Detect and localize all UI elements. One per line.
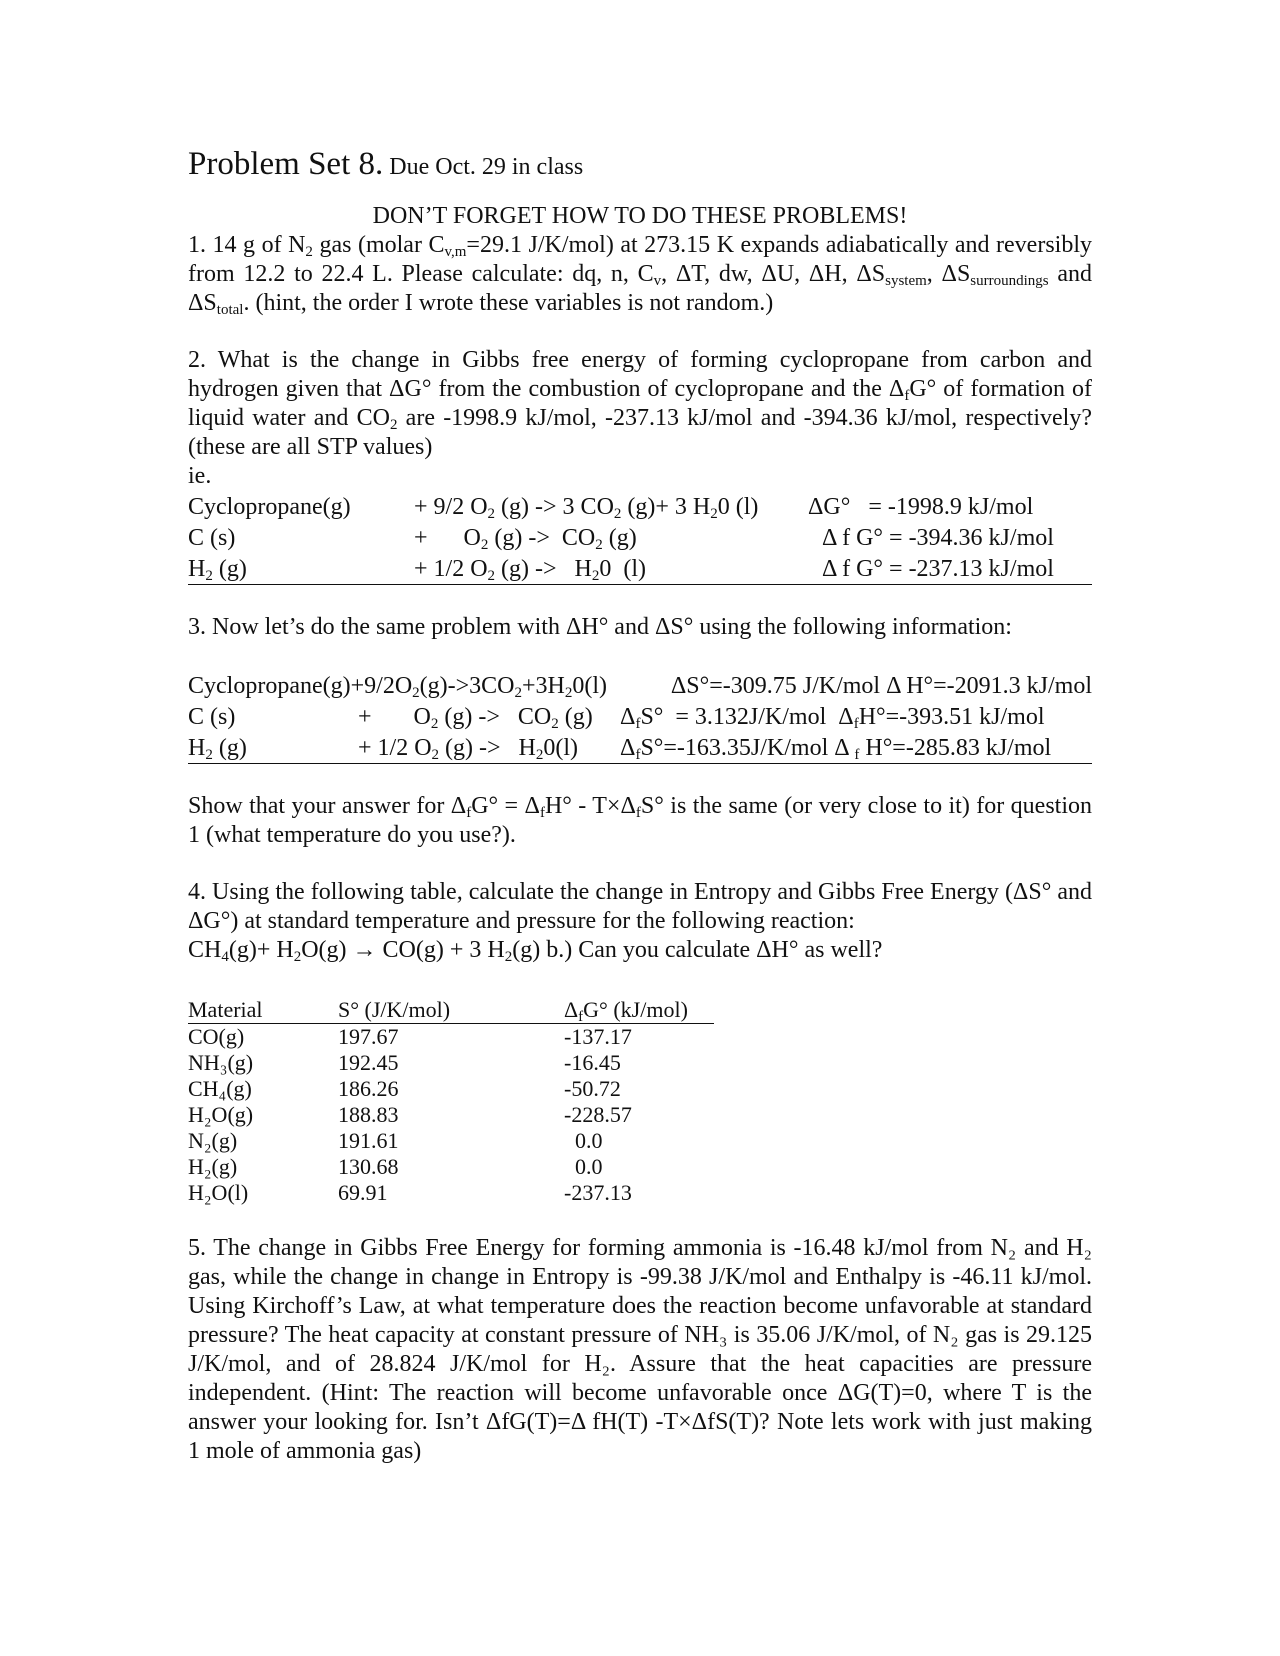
table-row bbox=[188, 1128, 714, 1154]
material-cell: CH₄(g) bbox=[188, 1076, 252, 1101]
entropy-cell: 69.91 bbox=[338, 1180, 388, 1205]
gibbs-cell: -16.45 bbox=[564, 1050, 621, 1075]
gibbs-cell: -137.17 bbox=[564, 1024, 632, 1049]
header-gibbs: $\Delta_fG^\circ$ (kJ/mol) bbox=[564, 997, 714, 1024]
entropy-cell: 197.67 bbox=[338, 1024, 399, 1049]
q3-reaction-row: $Cyclopropane(g)+9/2O_2(g)->3CO_2+3H_20(l)$ ΔS°=-309.75 J/K/mol Δ H°=-2091.3 kJ/mol bbox=[188, 673, 1092, 701]
q3-reaction-row: $H_2$ (g) + 1/2 $O_2$ $(g) -> H_20(l)$ $\Delta_fS^\circ=-163.35J/K$/mol Δ $_f$ H°=-285.83 kJ/mol bbox=[188, 732, 1092, 764]
table-row bbox=[188, 1024, 714, 1051]
reminder: DON’T FORGET HOW TO DO THESE PROBLEMS! bbox=[372, 203, 908, 229]
entropy-cell: 188.83 bbox=[338, 1102, 399, 1127]
problem-set-page bbox=[188, 146, 1093, 1466]
title-main: Problem Set 8. bbox=[188, 146, 384, 182]
material-cell: NH₃(g) bbox=[188, 1050, 254, 1075]
table-row bbox=[188, 1050, 714, 1076]
gibbs-cell: 0.0 bbox=[564, 1128, 603, 1153]
entropy-cell: 192.45 bbox=[338, 1050, 399, 1075]
q2-reaction-row: Cyclopropane(g) + 9/2 $O_2$ (g) -> 3 $CO_2$ (g)+ 3 $H_20$ (l) ΔG° = -1998.9 kJ/mol bbox=[188, 494, 1034, 522]
header-entropy: S° (J/K/mol) bbox=[338, 997, 564, 1024]
entropy-cell: 130.68 bbox=[338, 1154, 399, 1179]
question-3-show: Show that your answer for $\Delta_fG^\circ = \Delta_fH^\circ - T\times\Delta_fS^\circ$ is the same (or very close to it) for question 1 (what temperature do you use?). bbox=[188, 793, 1092, 848]
gibbs-cell: -228.57 bbox=[564, 1102, 632, 1127]
question-5: 5. The change in Gibbs Free Energy for forming ammonia is -16.48 kJ/mol from N₂ and H₂ gas, while the change in change in Entropy is -99.38 J/K/mol and Enthalpy is -46.11 kJ/mol. Using Kirchoff’s Law, at what temperature does the reaction become unfavorable at standard pressure? The heat capacity at constant pressure of NH₃ is 35.06 J/K/mol, of N₂ gas is 29.125 J/K/mol, and of 28.824 J/K/mol for H₂. Assure that the heat capacities are pressure independent. (Hint: The reaction will become unfavorable once ΔG(T)=0, where T is the answer your looking for. Isn’t ΔfG(T)=Δ fH(T) -T×ΔfS(T)? Note lets work with just making 1 mole of ammonia gas) bbox=[188, 1235, 1092, 1464]
table-row bbox=[188, 1076, 714, 1102]
gibbs-cell: 0.0 bbox=[564, 1154, 603, 1179]
q2-reaction-row: $H_2$ (g) + 1/2 $O_2$ $(g) -> H_20$ (l) Δ f G° = -237.13 kJ/mol bbox=[188, 553, 1092, 585]
table-row bbox=[188, 1102, 714, 1128]
table-row bbox=[188, 1180, 714, 1206]
material-cell: H₂O(l) bbox=[188, 1180, 249, 1205]
question-4-reaction: $CH_4(g)+ H_2O(g) \to CO(g) + 3$ $H_2(g)$ b.) Can you calculate ΔH° as well? bbox=[188, 937, 883, 965]
question-1: 1. 14 g of $N_2$ gas (molar $C_{v,m}=29.1$ J/K/mol) at 273.15 K expands adiabatically and reversibly from 12.2 to 22.4 L. Please calculate: dq, n, $C_v$, ΔT, dw, ΔU, ΔH, $\Delta S_{system}$, $\Delta S_{surroundings}$ and $\Delta S_{total}$. (hint, the order I wrote these variables is not random.) bbox=[188, 232, 1093, 318]
material-cell: CO(g) bbox=[188, 1024, 245, 1049]
header-material: Material bbox=[188, 997, 338, 1024]
q2-reactions bbox=[188, 491, 1092, 585]
table-header-row bbox=[188, 997, 714, 1024]
q3-reactions bbox=[188, 670, 1092, 764]
question-2-ie: ie. bbox=[188, 463, 212, 489]
question-2: 2. What is the change in Gibbs free energy of forming cyclopropane from carbon and hydrogen given that ΔG° from the combustion of cyclopropane and the $\Delta_fG^\circ$ of formation of liquid water and $CO_2$ are -1998.9 kJ/mol, -237.13 kJ/mol and -394.36 kJ/mol, respectively? (these are all STP values) bbox=[188, 347, 1093, 460]
title-due: Due Oct. 29 in class bbox=[389, 154, 584, 180]
question-3-intro: 3. Now let’s do the same problem with ΔH° and ΔS° using the following information: bbox=[188, 614, 1012, 640]
entropy-cell: 186.26 bbox=[338, 1076, 399, 1101]
q2-reaction-row: C (s) + $O_2$ $(g) -> CO_2$ (g) Δ f G° = -394.36 kJ/mol bbox=[188, 525, 1054, 553]
material-cell: H₂(g) bbox=[188, 1154, 238, 1179]
material-cell: N₂(g) bbox=[188, 1128, 238, 1153]
gibbs-cell: -50.72 bbox=[564, 1076, 621, 1101]
materials-table bbox=[188, 997, 714, 1206]
question-4-intro: 4. Using the following table, calculate the change in Entropy and Gibbs Free Energy (ΔS° and ΔG°) at standard temperature and pressure for the following reaction: bbox=[188, 879, 1092, 934]
table-row bbox=[188, 1154, 714, 1180]
q3-reaction-row: C (s) + $O_2$ $(g) -> CO_2$ (g) $\Delta_fS^\circ = 3.132J/K/mol$ $\Delta_fH^\circ=-393.51$ kJ/mol bbox=[188, 704, 1045, 732]
title bbox=[188, 146, 1092, 182]
entropy-cell: 191.61 bbox=[338, 1128, 399, 1153]
gibbs-cell: -237.13 bbox=[564, 1180, 632, 1205]
material-cell: H₂O(g) bbox=[188, 1102, 254, 1127]
